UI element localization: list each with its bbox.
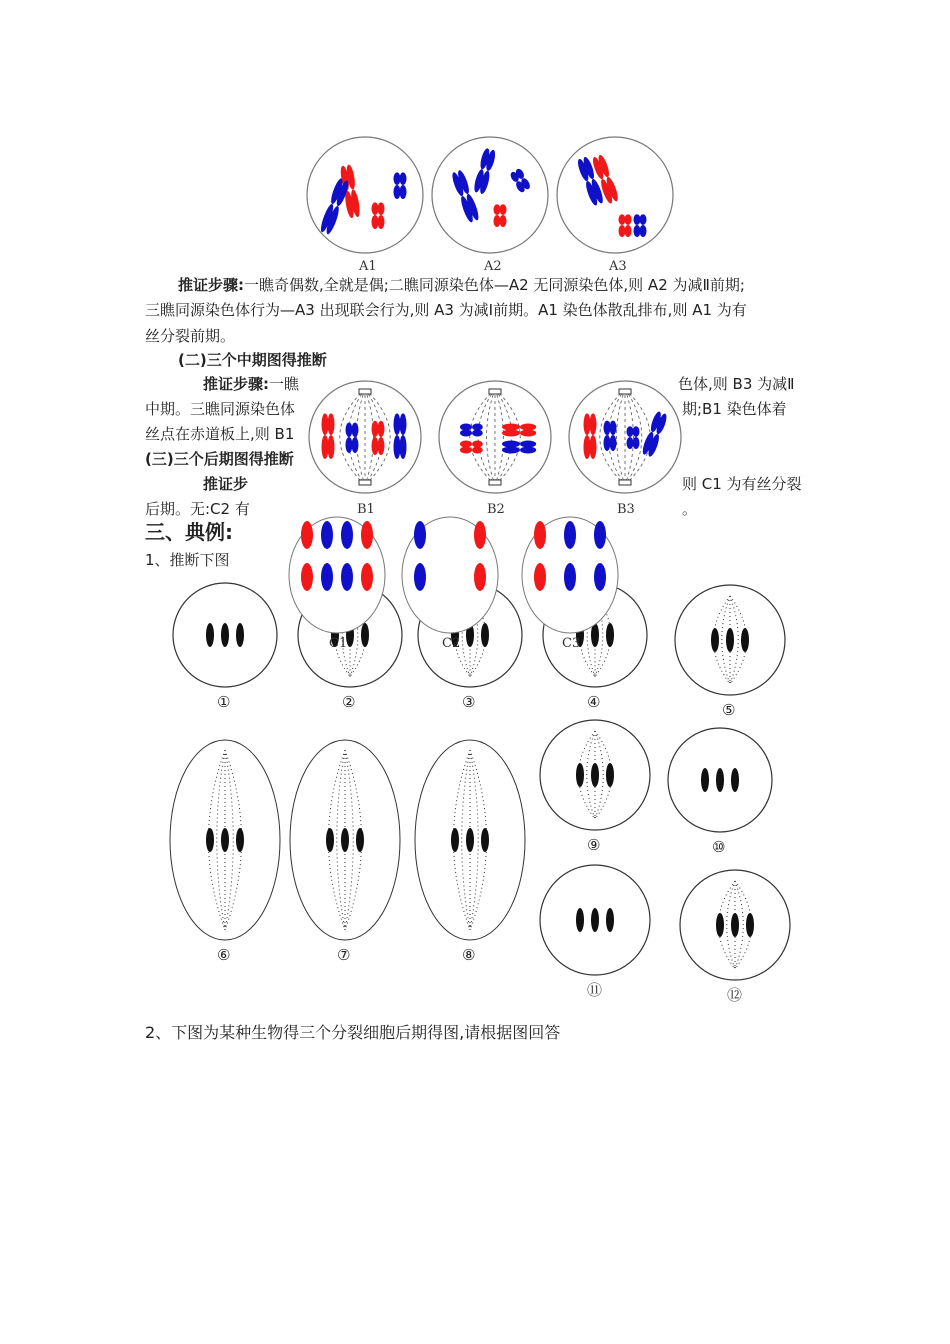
chromatid-arm — [494, 215, 501, 227]
sec2-line3a: 丝点在赤道板上,则 B1 — [145, 425, 295, 443]
chromatid-arm — [328, 413, 335, 435]
para1-line2: 三瞧同源染色体行为—A3 出现联会行为,则 A3 为减Ⅰ前期。A1 染色体散乱排布,则 A1 为有 — [145, 301, 747, 319]
chromatid-arm — [322, 413, 329, 435]
figure-number: ③ — [462, 693, 476, 711]
chromatid-arm — [584, 413, 591, 435]
chromosome — [606, 908, 614, 932]
sec2-line1b: 色体,则 B3 为减Ⅱ — [678, 375, 795, 393]
chromatid-arm — [500, 204, 507, 215]
sec3-line2b: 。 — [682, 500, 698, 518]
chromosome — [206, 828, 214, 852]
section3-title: (三)三个后期图得推断 — [145, 450, 294, 468]
chromatid-arm — [400, 185, 407, 199]
chromatid-arm — [502, 447, 520, 454]
chromosome — [221, 623, 229, 647]
chromosome-lower — [361, 563, 373, 591]
figure-label-B1: B1 — [357, 502, 375, 517]
chromatid-arm — [625, 225, 632, 237]
chromosome-upper — [414, 521, 426, 549]
chromatid-arm — [610, 421, 617, 435]
chromosome — [356, 828, 364, 852]
chromatid-arm — [520, 441, 536, 448]
chromosome-upper — [474, 521, 486, 549]
chromosome — [236, 828, 244, 852]
chromosome — [716, 768, 724, 792]
chromatid-arm — [472, 430, 483, 437]
chromosome-lower — [301, 563, 313, 591]
chromatid-arm — [394, 413, 401, 435]
chromosome — [481, 828, 489, 852]
chromatid-arm — [502, 430, 520, 437]
figure-label-A1: A1 — [359, 259, 377, 274]
chromatid-arm — [400, 435, 407, 459]
figure-label-C2: C2 — [442, 636, 461, 651]
chromatid-arm — [378, 215, 385, 229]
chromosome-upper — [594, 521, 606, 549]
chromosome — [221, 828, 229, 852]
chromosome — [726, 628, 734, 652]
chromatid-arm — [590, 413, 597, 435]
chromatid-arm — [460, 447, 472, 454]
centrosome — [359, 480, 371, 485]
chromosome — [341, 828, 349, 852]
chromatid-arm — [400, 172, 407, 185]
chromatid-arm — [520, 430, 536, 437]
figure-number: ④ — [587, 693, 601, 711]
chromatid-arm — [472, 447, 483, 454]
chromosome — [741, 628, 749, 652]
sec3-line1a: 推证步 — [203, 475, 249, 493]
chromosome-lower — [594, 563, 606, 591]
chromosome — [711, 628, 719, 652]
chromatid-arm — [472, 441, 483, 448]
sec2-line2b: 期;B1 染色体着 — [682, 400, 787, 418]
chromosome — [591, 908, 599, 932]
figure-number: ⑫ — [727, 986, 743, 1004]
chromosome — [326, 828, 334, 852]
chromosome — [451, 828, 459, 852]
figure-b-metaphase — [300, 375, 690, 520]
chromosome — [591, 763, 599, 787]
figure-number: ⑤ — [722, 701, 736, 719]
chromatid-arm — [520, 447, 536, 454]
chromosome — [236, 623, 244, 647]
chromosome-upper — [534, 521, 546, 549]
chromatid-arm — [502, 441, 520, 448]
chromatid-arm — [619, 225, 626, 237]
figure-number: ⑦ — [337, 946, 351, 964]
figure-a-prophase — [300, 130, 690, 275]
chromosome — [731, 768, 739, 792]
figure-number: ⑪ — [587, 981, 603, 999]
chromatid-arm — [604, 421, 611, 435]
centrosome — [489, 389, 501, 394]
bold-label: 推证步骤: — [178, 276, 244, 294]
chromatid-arm — [460, 430, 472, 437]
figure-label-A2: A2 — [484, 259, 502, 274]
chromatid-arm — [322, 435, 329, 459]
chromatid-arm — [328, 435, 335, 459]
chromatid-arm — [627, 426, 634, 437]
centrosome — [619, 480, 631, 485]
chromatid-arm — [352, 423, 359, 437]
figure-label-B3: B3 — [617, 502, 635, 517]
chromatid-arm — [640, 214, 647, 225]
figure-c-anaphase — [285, 515, 665, 655]
chromosome-lower — [534, 563, 546, 591]
chromatid-arm — [590, 435, 597, 459]
chromatid-arm — [346, 437, 353, 453]
chromatid-arm — [640, 225, 647, 237]
chromatid-arm — [378, 421, 385, 437]
chromatid-arm — [502, 424, 520, 431]
chromosome-lower — [474, 563, 486, 591]
text: 一瞧奇偶数,全就是偶;二瞧同源染色体—A2 无同源染色体,则 A2 为减Ⅱ前期; — [244, 276, 745, 294]
chromatid-arm — [604, 435, 611, 451]
chromatid-arm — [372, 437, 379, 455]
chromosome — [206, 623, 214, 647]
para1-line1 — [178, 275, 745, 295]
figure-number: ⑨ — [587, 836, 601, 854]
chromatid-arm — [494, 204, 501, 215]
chromosome — [576, 763, 584, 787]
chromosome-upper — [564, 521, 576, 549]
section-examples-title: 三、典例: — [145, 520, 233, 544]
chromatid-arm — [394, 435, 401, 459]
bold-label: 推证步骤: — [203, 375, 269, 393]
chromosome-lower — [564, 563, 576, 591]
chromosome — [731, 913, 739, 937]
figure-label-B2: B2 — [487, 502, 505, 517]
chromatid-arm — [634, 214, 641, 225]
figure-number: ① — [217, 693, 231, 711]
figure-number: ⑥ — [217, 946, 231, 964]
chromosome — [576, 908, 584, 932]
sec2-line2a: 中期。三瞧同源染色体 — [145, 400, 296, 418]
figure-label-A3: A3 — [609, 259, 627, 274]
chromatid-arm — [625, 214, 632, 225]
chromatid-arm — [372, 202, 379, 215]
chromatid-arm — [372, 421, 379, 437]
chromosome — [746, 913, 754, 937]
chromatid-arm — [500, 215, 507, 227]
chromosome-upper — [361, 521, 373, 549]
figure-number: ⑧ — [462, 946, 476, 964]
chromatid-arm — [394, 172, 401, 185]
text: 一瞧 — [269, 375, 300, 393]
chromatid-arm — [346, 423, 353, 437]
figure-number: ② — [342, 693, 356, 711]
figure-label-C3: C3 — [562, 636, 581, 651]
chromatid-arm — [619, 214, 626, 225]
sec2-line1a — [203, 374, 299, 394]
chromosome-upper — [321, 521, 333, 549]
chromatid-arm — [633, 426, 640, 437]
chromosome-upper — [301, 521, 313, 549]
chromatid-arm — [520, 424, 536, 431]
chromosome-lower — [321, 563, 333, 591]
chromatid-arm — [627, 437, 634, 449]
centrosome — [489, 480, 501, 485]
chromatid-arm — [400, 413, 407, 435]
chromosome-lower — [341, 563, 353, 591]
chromatid-arm — [633, 437, 640, 449]
figure-label-C1: C1 — [329, 636, 348, 651]
chromatid-arm — [584, 435, 591, 459]
chromosome — [701, 768, 709, 792]
chromosome — [716, 913, 724, 937]
para1-line3: 丝分裂前期。 — [145, 327, 236, 345]
chromosome — [466, 828, 474, 852]
chromatid-arm — [378, 437, 385, 455]
chromosome — [606, 763, 614, 787]
chromatid-arm — [634, 225, 641, 237]
centrosome — [619, 389, 631, 394]
chromatid-arm — [394, 185, 401, 199]
chromosome-lower — [414, 563, 426, 591]
chromatid-arm — [460, 424, 472, 431]
chromatid-arm — [610, 435, 617, 451]
figure-number: ⑩ — [712, 838, 726, 856]
chromatid-arm — [460, 441, 472, 448]
section2-title: (二)三个中期图得推断 — [178, 351, 327, 369]
question2: 2、下图为某种生物得三个分裂细胞后期得图,请根据图回答 — [145, 1023, 561, 1042]
sec3-line2a: 后期。无:C2 有 — [145, 500, 250, 518]
chromatid-arm — [352, 437, 359, 453]
chromatid-arm — [472, 424, 483, 431]
chromosome-upper — [341, 521, 353, 549]
chromatid-arm — [372, 215, 379, 229]
centrosome — [359, 389, 371, 394]
question1: 1、推断下图 — [145, 551, 230, 569]
chromatid-arm — [378, 202, 385, 215]
sec3-line1b: 则 C1 为有丝分裂 — [682, 475, 802, 493]
